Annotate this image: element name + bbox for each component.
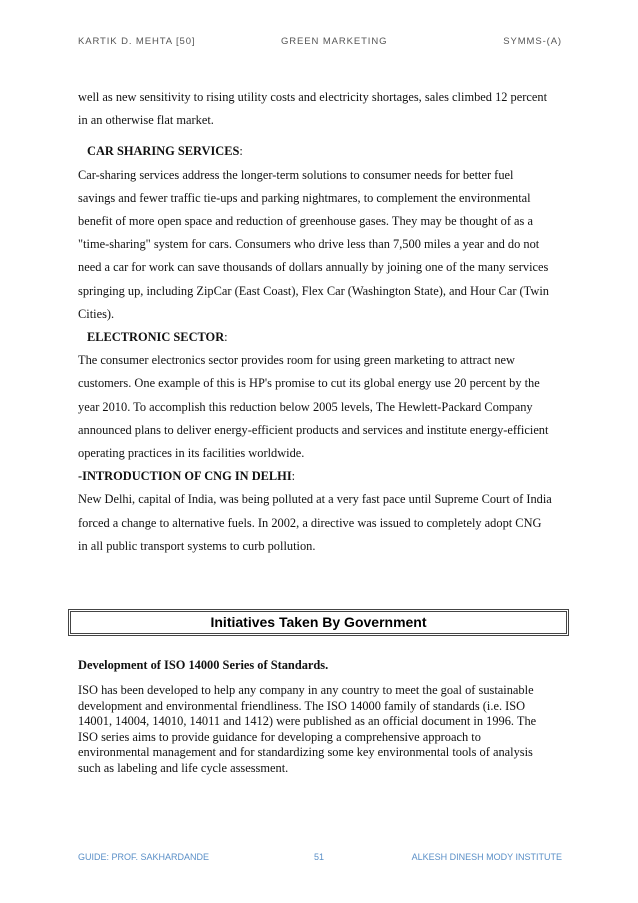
- iso-line: such as labeling and life cycle assessment.: [78, 760, 289, 775]
- footer-guide: GUIDE: PROF. SAKHARDANDE: [78, 852, 210, 862]
- intro-line: in an otherwise flat market.: [78, 113, 214, 128]
- document-body: [78, 86, 562, 558]
- iso-heading: Development of ISO 14000 Series of Standards.: [78, 658, 329, 672]
- car-sharing-line: benefit of more open space and reduction of greenhouse gases. They may be thought of as a: [78, 214, 533, 229]
- car-sharing-line: "time-sharing" system for cars. Consumers who drive less than 7,500 miles a year and do not: [78, 237, 540, 252]
- electronic-line: operating practices in its facilities worldwide.: [78, 446, 305, 461]
- iso-line: ISO has been developed to help any company in any country to meet the goal of sustainable: [78, 683, 534, 697]
- cng-line: in all public transport systems to curb pollution.: [78, 538, 316, 553]
- car-sharing-line: springing up, including ZipCar (East Coast), Flex Car (Washington State), and Hour Car (Twin: [78, 283, 549, 298]
- header-title: GREEN MARKETING: [281, 36, 388, 47]
- electronic-line: year 2010. To accomplish this reduction below 2005 levels, The Hewlett-Packard Company: [78, 399, 533, 414]
- page-header: [78, 36, 562, 50]
- car-sharing-line: Car-sharing services address the longer-term solutions to consumer needs for better fuel: [78, 167, 514, 182]
- iso-line: environmental management and for standardizing some key environmental tools of analysis: [78, 745, 533, 760]
- intro-line: well as new sensitivity to rising utility costs and electricity shortages, sales climbed 12 percent: [78, 90, 548, 104]
- footer-institute: ALKESH DINESH MODY INSTITUTE: [411, 852, 562, 862]
- car-sharing-line: Cities).: [78, 306, 115, 321]
- cng-line: New Delhi, capital of India, was being polluted at a very fast pace until Supreme Court of India: [78, 492, 552, 507]
- car-sharing-heading: CAR SHARING SERVICES:: [87, 144, 243, 159]
- electronic-heading: ELECTRONIC SECTOR:: [87, 330, 228, 345]
- cng-heading: -INTRODUCTION OF CNG IN DELHI:: [78, 469, 296, 484]
- iso-line: development and environmental friendliness. The ISO 14000 family of standards (i.e. ISO: [78, 698, 526, 713]
- electronic-line: customers. One example of this is HP's promise to cut its global energy use 20 percent by the: [78, 376, 540, 391]
- iso-line: ISO series aims to provide guidance for developing a comprehensive approach to: [78, 729, 481, 744]
- page-number: 51: [314, 852, 325, 862]
- government-section-title: Initiatives Taken By Government: [70, 611, 567, 634]
- header-class: SYMMS-(A): [503, 36, 562, 47]
- iso-section: [78, 656, 562, 777]
- electronic-line: announced plans to deliver energy-efficient products and services and institute energy-efficient: [78, 422, 549, 437]
- cng-line: forced a change to alternative fuels. In 2002, a directive was issued to completely adopt CNG: [78, 515, 542, 530]
- page-footer: [78, 852, 562, 866]
- electronic-line: The consumer electronics sector provides room for using green marketing to attract new: [78, 353, 515, 368]
- car-sharing-line: need a car for work can save thousands of dollars annually by joining one of the many services: [78, 260, 549, 275]
- header-author: KARTIK D. MEHTA [50]: [78, 36, 196, 47]
- car-sharing-line: savings and fewer traffic tie-ups and parking nightmares, to complement the environmental: [78, 190, 531, 205]
- iso-line: 14001, 14004, 14010, 14011 and 1412) were published as an official document in 1996. The: [78, 714, 537, 729]
